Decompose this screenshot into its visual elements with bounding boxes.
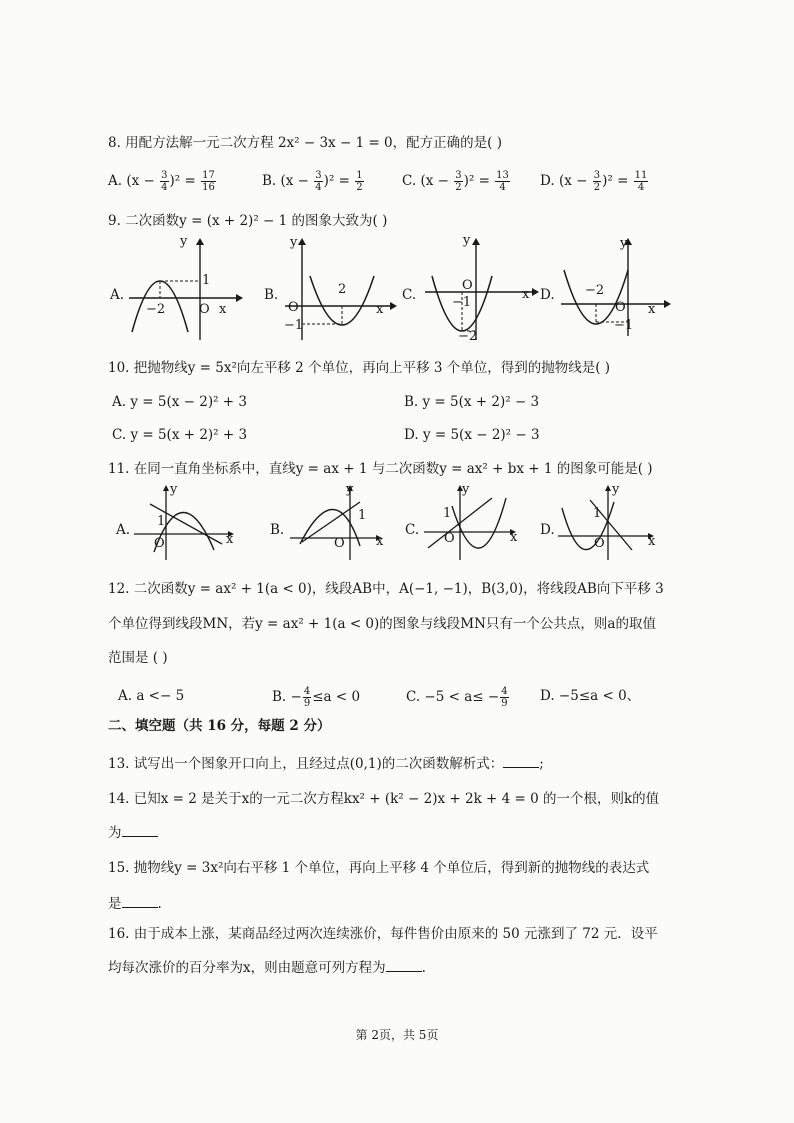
q8-stem: 8. 用配方法解一元二次方程 2x² − 3x − 1 = 0，配方正确的是( ) [108, 135, 502, 151]
q11-option-b-label: B. [270, 522, 285, 538]
q10-option-c: C. y = 5(x + 2)² + 3 [112, 427, 248, 443]
q9c-o-label: O [462, 278, 473, 293]
q14-line1: 14. 已知x = 2 是关于x的一元二次方程kx² + (k² − 2)x + 2k + 4 = 0 的一个根，则k的值 [108, 791, 660, 807]
q16-line2: 均每次涨价的百分率为x，则由题意可列方程为 . [108, 957, 426, 978]
q10-stem: 10. 把抛物线y = 5x²向左平移 2 个单位，再向上平移 3 个单位，得到的抛物线是( ) [108, 360, 611, 376]
q11d-o-label: O [594, 536, 605, 551]
q9a-o-label: O [199, 302, 210, 317]
q9b-x-label: x [376, 302, 384, 317]
q11b-1-label: 1 [358, 508, 367, 523]
q9b-o-label: O [288, 300, 299, 315]
q9b-y-label: y [290, 235, 298, 250]
q11-stem: 11. 在同一直角坐标系中，直线y = ax + 1 与二次函数y = ax² + bx + 1 的图象可能是( ) [108, 461, 653, 477]
q11c-y-label: y [462, 482, 470, 497]
q11a-x-label: x [226, 532, 234, 547]
q14-line2: 为 [108, 822, 158, 843]
q9b-minus1-label: −1 [284, 318, 304, 333]
q9c-minus2-label: −2 [458, 329, 478, 344]
q9-option-a-label: A. [110, 287, 125, 303]
q9c-minus1-label: −1 [452, 295, 472, 310]
q9-graph-a [124, 236, 244, 346]
q11b-o-label: O [334, 536, 345, 551]
q8-option-d: D. (x − $\frac{3}{2}$ )² = $\frac{11}{4}$ [540, 170, 648, 193]
q15-answer-blank[interactable] [122, 893, 158, 908]
q16-line1: 16. 由于成本上涨，某商品经过两次连续涨价，每件售价由原来的 50 元涨到了 72 元．设平 [108, 926, 658, 942]
q12-option-b: B. − $\frac{4}{9}$ ≤a < 0 [272, 686, 361, 709]
q11b-y-label: y [346, 482, 354, 497]
q11d-1-label: 1 [593, 506, 602, 521]
q12-line3: 范围是 ( ) [108, 650, 168, 666]
q8-option-a: A. (x − $\frac{3}{4}$ )² = $\frac{17}{16}$ [108, 170, 215, 193]
q9d-y-label: y [620, 236, 628, 251]
q9a-x-label: x [219, 302, 227, 317]
q11c-x-label: x [510, 530, 518, 545]
q11-graph-c [422, 484, 522, 564]
q9d-x-label: x [648, 302, 656, 317]
q12-line2: 个单位得到线段MN，若y = ax² + 1(a < 0)的图象与线段MN只有一个公共点，则a的取值 [108, 616, 656, 632]
q12-option-d: D. −5≤a < 0、 [540, 688, 641, 704]
q9b-2-label: 2 [338, 282, 347, 297]
q11-option-d-label: D. [540, 522, 555, 538]
q11-graph-a [132, 484, 240, 564]
q9d-o-label: O [615, 300, 626, 315]
q16-answer-blank[interactable] [386, 957, 422, 972]
q11d-y-label: y [612, 482, 620, 497]
q9c-x-label: x [522, 287, 530, 302]
q9a-minus2-label: −2 [146, 302, 166, 317]
q10-option-a: A. y = 5(x − 2)² + 3 [112, 394, 247, 410]
q9-option-b-label: B. [264, 287, 279, 303]
q10-option-d: D. y = 5(x − 2)² − 3 [404, 427, 540, 443]
q11a-o-label: O [154, 536, 165, 551]
q9c-y-label: y [463, 233, 471, 248]
q11a-y-label: y [170, 482, 178, 497]
q9d-minus1-label: −1 [614, 318, 634, 333]
q11d-x-label: x [648, 534, 656, 549]
q11-option-a-label: A. [116, 522, 131, 538]
q10-option-b: B. y = 5(x + 2)² − 3 [404, 394, 540, 410]
q12-line1: 12. 二次函数y = ax² + 1(a < 0)，线段AB中，A(−1, −1)，B(3,0)，将线段AB向下平移 3 [108, 581, 664, 597]
q11-option-c-label: C. [405, 522, 420, 538]
q9d-minus2-label: −2 [585, 283, 605, 298]
q9a-y-label: y [180, 234, 188, 249]
q11b-x-label: x [376, 534, 384, 549]
q15-line1: 15. 抛物线y = 3x²向右平移 1 个单位，再向上平移 4 个单位后，得到新的抛物线的表达式 [108, 860, 650, 876]
q11c-o-label: O [444, 531, 455, 546]
q11-graph-b [288, 484, 388, 564]
q12-option-c: C. −5 < a≤ − $\frac{4}{9}$ [406, 686, 508, 709]
q13-answer-blank[interactable] [503, 753, 539, 768]
section-fill-in-title: 二、填空题（共 16 分，每题 2 分） [108, 718, 331, 734]
q9-option-d-label: D. [540, 287, 555, 303]
q14-answer-blank[interactable] [122, 822, 158, 837]
q11a-1-label: 1 [157, 514, 166, 529]
q9a-1-label: 1 [202, 273, 211, 288]
q9-stem: 9. 二次函数y = (x + 2)² − 1 的图象大致为( ) [108, 213, 388, 229]
q8-option-c: C. (x − $\frac{3}{2}$ )² = $\frac{13}{4}$ [402, 170, 509, 193]
q9-option-c-label: C. [402, 287, 417, 303]
q8-option-b: B. (x − $\frac{3}{4}$ )² = $\frac{1}{2}$ [262, 170, 363, 193]
q13-text: 13. 试写出一个图象开口向上，且经过点(0,1)的二次函数解析式： ; [108, 753, 544, 774]
q12-option-a: A. a <− 5 [118, 688, 185, 704]
q15-line2: 是 . [108, 893, 162, 914]
q11c-1-label: 1 [443, 506, 452, 521]
q11-graph-d [556, 484, 660, 564]
page-footer: 第 2页，共 5页 [355, 1028, 439, 1042]
